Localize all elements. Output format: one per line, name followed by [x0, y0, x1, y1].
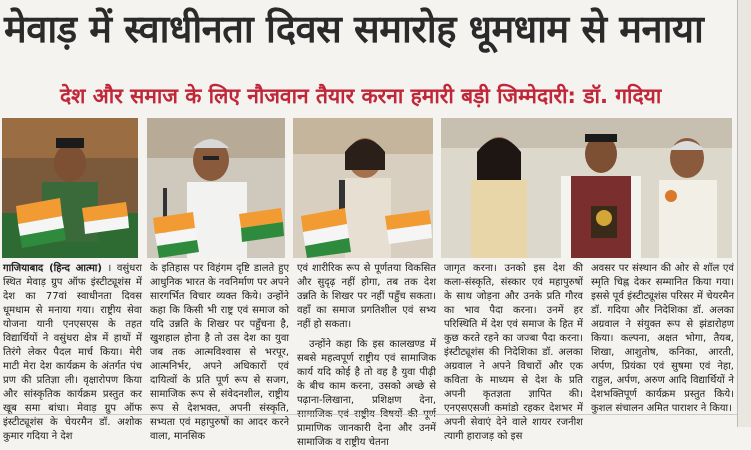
headline: मेवाड़ में स्वाधीनता दिवस समारोह धूमधाम से मनाया [4, 7, 704, 51]
article-column-1 [3, 262, 142, 442]
column-3-text-2: उन्होंने कहा कि इस कालखण्ड में सबसे महत्वपूर्ण राष्ट्रीय एवं सामाजिक कार्य यदि कोई है तो वह है युवा पीढ़ी के बीच काम करना, उसको अच्छे से पढ़ाना-लिखाना, प्रशिक्षण देना, प्रामाणिक जानकारी देना और उनमें सामाजिक व राष्ट्रीय चेतना [297, 339, 436, 448]
article-column-3 [297, 262, 436, 448]
column-2-text: के इतिहास पर विहंगम दृष्टि डालते हुए आधुनिक भारत के नवनिर्माण पर अपने सारगर्भित विचार व्यक्त किये। उन्होंने कहा कि किसी भी राष्ट्र एवं समाज को यदि उन्नति के शिखर पर पहुँचना है, खुशहाल होना है तो उस देश का युवा जब तक आत्मविश्वास से भरपूर, आत्मनिर्भर, अपने अधिकारों एवं दायित्वों के प्रति पूर्ण रूप से सजग, सामाजिक रूप से संवेदनशील, राष्ट्रीय रूप से देशभक्त, अपनी संस्कृति, सभ्यता एवं महापुरुषों का आदर करने वाला, मानसिक [150, 263, 289, 442]
column-3-text: एवं शारीरिक रूप से पूर्णतया विकसित और सुदृढ़ नहीं होगा, तब तक देश उन्नति के शिखर पर नहीं पहुँच सकता। वहाँ का समाज प्रगतिशील एवं सभ्य नहीं हो सकता। [297, 263, 436, 330]
bottom-rule [0, 414, 737, 415]
subheadline: देश और समाज के लिए नौजवान तैयार करना हमारी बड़ी जिम्मेदारी: डॉ. गदिया [60, 84, 662, 108]
photo-director-speaking [293, 118, 433, 258]
photo-chairman-speaking [2, 118, 138, 258]
article-column-2 [150, 262, 289, 442]
column-1-text: । वसुंधरा स्थित मेवाड़ ग्रुप ऑफ इंस्टीट्यूशंस में देश का 77वां स्वाधीनता दिवस धूमधाम से मनाया गया। राष्ट्रीय सेवा योजना यानी एनएसएस के तहत विद्यार्थियों ने वसुंधरा क्षेत्र में हाथों में तिरंगे लेकर पैदल मार्च किया। मेरी माटी मेरा देश कार्यक्रम के अंतर्गत पंच प्रण की प्रतिज्ञा ली। वृक्षारोपण किया और सांस्कृतिक कार्यक्रम प्रस्तुत कर खूब समा बांधा। मेवाड़ ग्रुप ऑफ इंस्टीट्यूशंस के चेयरमैन डॉ. अशोक कुमार गदिया ने देश [3, 263, 142, 442]
article-column-5 [591, 262, 734, 427]
dateline: गाजियाबाद (हिन्द आत्मा) [3, 263, 102, 274]
article-column-4 [444, 262, 583, 442]
column-4-text: जागृत करना। उनको इस देश की कला-संस्कृति, संस्कार एवं महापुरुषों के साथ जोड़ना और उनके प्रति गौरव का भाव पैदा करना। उनमें हर परिस्थिति में देश एवं समाज के हित में कुछ करते रहने का जज्बा पैदा करना। इंस्टीट्यूशंस की निदेशिका डॉ. अलका अग्रवाल ने अपने विचारों और एक कविता के माध्यम से देश के प्रति अपनी कृतज्ञता ज्ञापित की। एनएसएसजी कमांडो रहकर देशभर में अपनी सेवाएं देने वाले शायर रजनीश त्यागी हाराजड़ को इस [444, 263, 583, 442]
photo-memento-presentation [441, 118, 732, 258]
column-5-text: अवसर पर संस्थान की ओर से शॉल एवं स्मृति चिह्न देकर सम्मानित किया गया। इससे पूर्व इंस्टीट्यूशंस परिसर में चेयरमैन डॉ. गदिया और निदेशिका डॉ. अलका अग्रवाल ने संयुक्त रूप से झंडारोहण किया। कल्पना, अक्षत भोगा, तैयब, शिखा, आशुतोष, कनिका, आरती, अर्पण, प्रियंका एवं सुषमा एवं नेहा, राहुल, अर्पण, अरुण आदि विद्यार्थियों ने देशभक्तिपूर्ण कार्यक्रम प्रस्तुत किये। कुशल संचालन अमित पाराशर ने किया। [591, 263, 734, 414]
adjacent-page-edge [737, 0, 751, 427]
photo-speaker-microphone [147, 118, 285, 258]
